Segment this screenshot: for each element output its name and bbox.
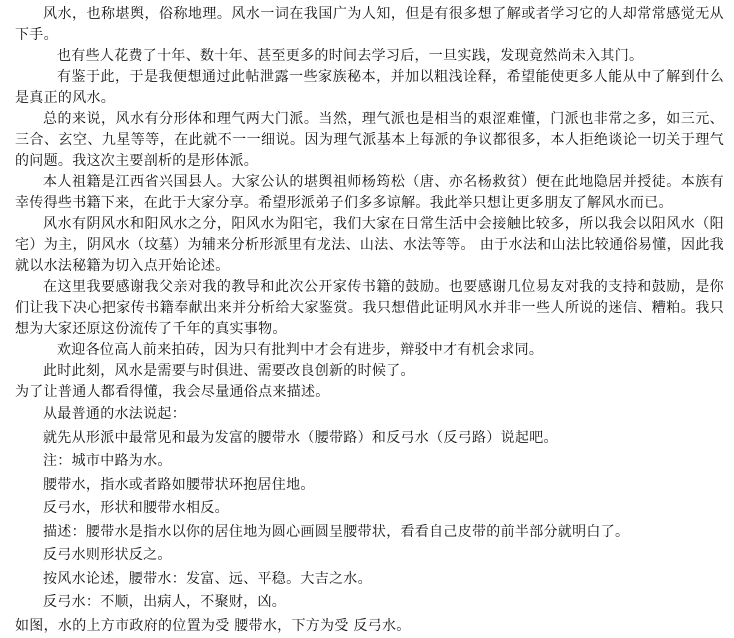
paragraph-motivation: 有鉴于此，于是我便想通过此帖泄露一些家族秘本，并加以粗浅诠释，希望能使更多人能从中了解到什么是真正的风水。 [15, 67, 724, 109]
line-belt-verdict: 按风水论述，腰带水：发富、远、平稳。大吉之水。 [15, 568, 724, 592]
line-belt-water-def: 腰带水，指水或者路如腰带状环抱居住地。 [15, 474, 724, 498]
paragraph-welcome: 欢迎各位高人前来拍砖，因为只有批判中才会有进步，辩驳中才有机会求同。 [15, 340, 724, 361]
paragraph-thanks: 在这里我要感谢我父亲对我的教导和此次公开家传书籍的鼓励。也要感谢几位易友对我的支持和鼓励，是你们让我下决心把家传书籍奉献出来并分析给大家鉴赏。我只想借此证明风水并非一些人所说的迷信、糟粕。我只想为大家还原这份流传了千年的真实事物。 [15, 277, 724, 340]
paragraph-plain-language: 为了让普通人都看得懂，我会尽量通俗点来描述。 [15, 382, 724, 403]
line-figure-caption: 如图，水的上方市政府的位置为受 腰带水，下方为受 反弓水。 [15, 615, 724, 638]
paragraph-ancestry: 本人祖籍是江西省兴国县人。大家公认的堪舆祖师杨筠松（唐、亦名杨救贫）便在此地隐居并授徒。本族有幸传得些书籍下来，在此于大家分享。希望形派弟子们多多谅解。我此举只想让更多朋友了解风水而已。 [15, 172, 724, 214]
line-note: 注：城市中路为水。 [15, 450, 724, 474]
line-bow-opposite: 反弓水则形状反之。 [15, 544, 724, 568]
paragraph-two-schools: 总的来说，风水有分形体和理气两大门派。当然，理气派也是相当的艰涩难懂，门派也非常之多，如三元、三合、玄空、九星等等，在此就不一一细说。因为理气派基本上每派的争议都很多，本人拒绝谈论一切关于理气的问题。我这次主要剖析的是形体派。 [15, 109, 724, 172]
paragraph-intro: 风水，也称堪舆，俗称地理。风水一词在我国广为人知，但是有很多想了解或者学习它的人却常常感觉无从下手。 [15, 4, 724, 46]
paragraph-yin-yang: 风水有阴风水和阳风水之分，阳风水为阳宅，我们大家在日常生活中会接触比较多，所以我会以阳风水（阳宅）为主，阴风水（坟墓）为辅来分析形派里有龙法、山法、水法等等。 由于水法和山法比较通俗易懂，因此我就以水法秘籍为切入点开始论述。 [15, 214, 724, 277]
line-belt-bow: 就先从形派中最常见和最为发富的腰带水（腰带路）和反弓水（反弓路）说起吧。 [15, 427, 724, 451]
paragraph-time: 此时此刻，风水是需要与时俱进、需要改良创新的时候了。 [15, 361, 724, 382]
line-description: 描述：腰带水是指水以你的居住地为圆心画圆呈腰带状，看看自己皮带的前半部分就明白了。 [15, 521, 724, 545]
line-water-method: 从最普通的水法说起： [15, 403, 724, 427]
line-bow-verdict: 反弓水：不顺，出病人，不聚财，凶。 [15, 591, 724, 615]
line-bow-water-def: 反弓水，形状和腰带水相反。 [15, 497, 724, 521]
paragraph-years-of-study: 也有些人花费了十年、数十年、甚至更多的时间去学习后，一旦实践，发现竟然尚未入其门。 [15, 46, 724, 67]
